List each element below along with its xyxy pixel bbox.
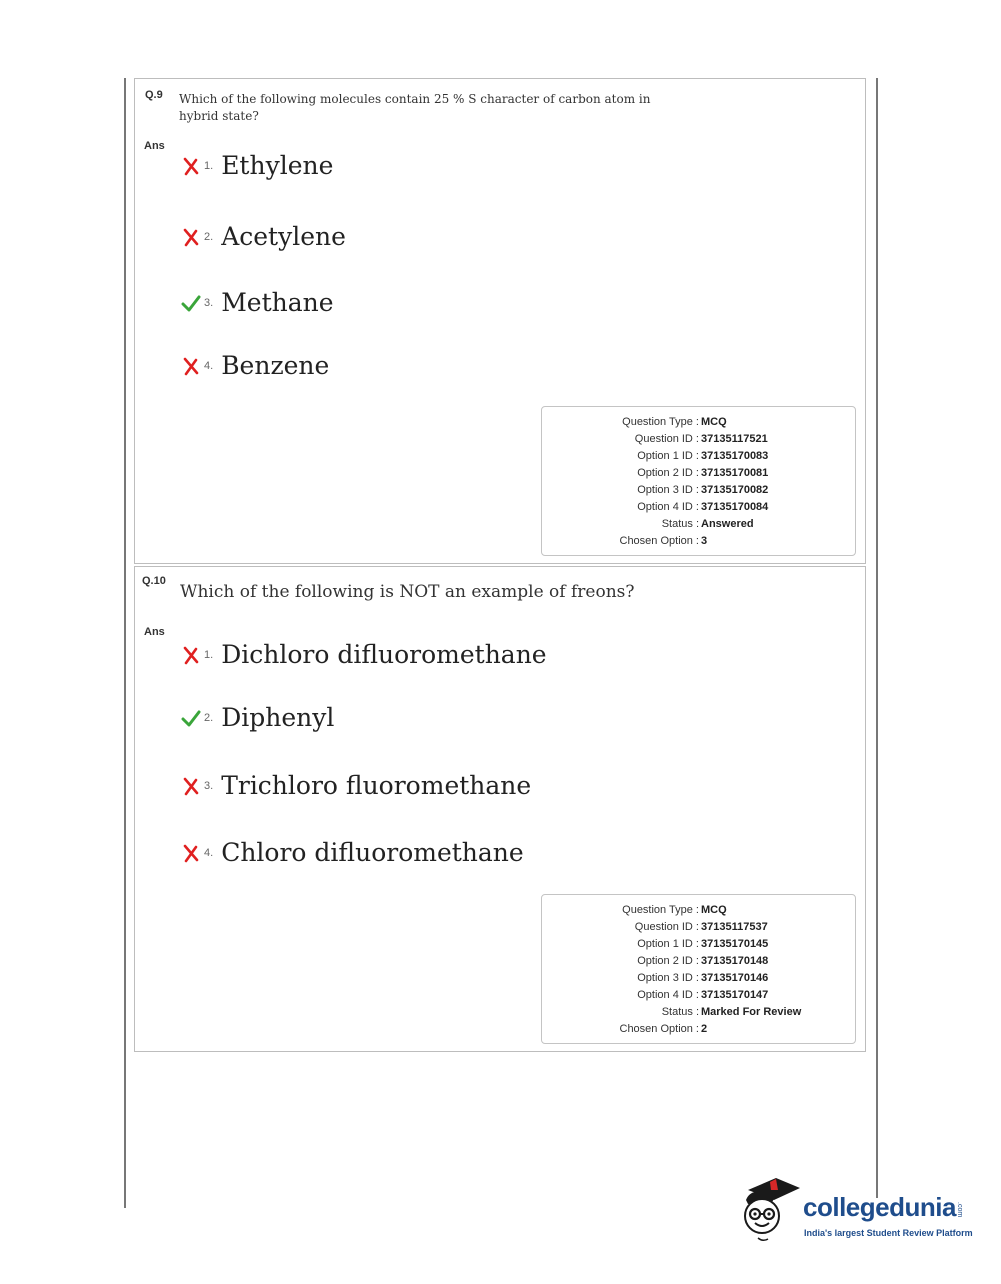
- meta-row: [542, 987, 857, 1004]
- meta-value: 37135170145: [701, 938, 769, 950]
- option-number: 3.: [204, 779, 214, 792]
- option-row: [181, 151, 333, 180]
- option-row: [181, 771, 531, 800]
- option-text: Benzene: [221, 351, 330, 380]
- meta-row: [542, 533, 857, 550]
- wrong-cross-icon: [181, 227, 201, 247]
- meta-key: Chosen Option :: [619, 535, 699, 547]
- question-number: Q.10: [142, 575, 166, 587]
- option-text: Trichloro fluoromethane: [221, 771, 532, 800]
- option-row: [181, 703, 334, 732]
- meta-value: 37135170084: [701, 501, 769, 513]
- mascot-logo-icon: [740, 1176, 802, 1248]
- meta-value: 37135170146: [701, 972, 769, 984]
- meta-key: Option 2 ID :: [637, 955, 699, 967]
- meta-key: Chosen Option :: [619, 1023, 699, 1035]
- meta-value: 37135170081: [701, 467, 769, 479]
- question-number: Q.9: [145, 89, 163, 101]
- correct-check-icon: [181, 293, 201, 313]
- wrong-cross-icon: [181, 776, 201, 796]
- meta-row: [542, 1004, 857, 1021]
- meta-key: Option 4 ID :: [637, 989, 699, 1001]
- option-text: Diphenyl: [221, 703, 335, 732]
- collegedunia-logo: [740, 1176, 973, 1248]
- option-row: [181, 640, 547, 669]
- question-text-line: Which of the following molecules contain 25 % S character of carbon atom in: [179, 92, 651, 106]
- meta-value: 37135117521: [701, 433, 768, 445]
- meta-value: Marked For Review: [701, 1006, 802, 1018]
- meta-row: [542, 970, 857, 987]
- option-number: 1.: [204, 159, 214, 172]
- meta-value: 37135170083: [701, 450, 769, 462]
- meta-key: Option 4 ID :: [637, 501, 699, 513]
- question-block-9: [134, 78, 866, 564]
- option-text: Acetylene: [221, 222, 346, 251]
- meta-row: [542, 516, 857, 533]
- wrong-cross-icon: [181, 645, 201, 665]
- question-text-line: Which of the following is NOT an example of freons?: [180, 582, 635, 602]
- option-row: [181, 288, 334, 317]
- wrong-cross-icon: [181, 156, 201, 176]
- question-meta-panel: [541, 894, 856, 1044]
- meta-value: 37135170148: [701, 955, 769, 967]
- meta-value: 37135117537: [701, 921, 768, 933]
- correct-check-icon: [181, 708, 201, 728]
- option-text: Dichloro difluoromethane: [221, 640, 547, 669]
- meta-key: Question ID :: [634, 921, 699, 933]
- option-text: Chloro difluoromethane: [221, 838, 524, 867]
- option-number: 3.: [204, 296, 214, 309]
- meta-key: Status :: [661, 1006, 699, 1018]
- meta-row: [542, 953, 857, 970]
- option-number: 2.: [204, 230, 214, 243]
- meta-row: [542, 414, 857, 431]
- ans-label: Ans: [144, 626, 165, 638]
- meta-key: Question Type :: [622, 416, 699, 428]
- wrong-cross-icon: [181, 356, 201, 376]
- question-meta-panel: [541, 406, 856, 556]
- option-number: 1.: [204, 648, 214, 661]
- brand-domain-suffix: .com: [956, 1202, 963, 1218]
- option-number: 2.: [204, 711, 214, 724]
- question-block-10: [134, 566, 866, 1052]
- meta-value: 37135170082: [701, 484, 769, 496]
- ans-label: Ans: [144, 140, 165, 152]
- question-text: [179, 91, 650, 125]
- meta-key: Option 1 ID :: [637, 938, 699, 950]
- option-number: 4.: [204, 359, 214, 372]
- option-text: Methane: [221, 288, 334, 317]
- meta-value: MCQ: [701, 904, 727, 916]
- meta-row: [542, 431, 857, 448]
- meta-key: Option 2 ID :: [637, 467, 699, 479]
- option-row: [181, 351, 329, 380]
- left-margin-line: [124, 78, 126, 1208]
- meta-row: [542, 1021, 857, 1038]
- meta-value: 2: [701, 1023, 708, 1035]
- option-row: [181, 222, 346, 251]
- meta-row: [542, 482, 857, 499]
- meta-row: [542, 448, 857, 465]
- meta-row: [542, 499, 857, 516]
- option-number: 4.: [204, 846, 214, 859]
- brand-tagline: India's largest Student Review Platform: [804, 1228, 973, 1238]
- option-row: [181, 838, 524, 867]
- meta-row: [542, 465, 857, 482]
- wrong-cross-icon: [181, 843, 201, 863]
- meta-row: [542, 902, 857, 919]
- brand-name: collegedunia: [803, 1192, 956, 1222]
- meta-key: Status :: [661, 518, 699, 530]
- meta-key: Option 3 ID :: [637, 484, 699, 496]
- meta-key: Question ID :: [634, 433, 699, 445]
- meta-value: Answered: [701, 518, 754, 530]
- option-text: Ethylene: [221, 151, 334, 180]
- meta-value: 37135170147: [701, 989, 769, 1001]
- meta-key: Option 1 ID :: [637, 450, 699, 462]
- meta-value: MCQ: [701, 416, 727, 428]
- meta-key: Question Type :: [622, 904, 699, 916]
- right-margin-line: [876, 78, 878, 1198]
- meta-key: Option 3 ID :: [637, 972, 699, 984]
- question-text: [180, 582, 635, 602]
- question-text-line: hybrid state?: [179, 109, 259, 123]
- meta-row: [542, 919, 857, 936]
- meta-value: 3: [701, 535, 708, 547]
- meta-row: [542, 936, 857, 953]
